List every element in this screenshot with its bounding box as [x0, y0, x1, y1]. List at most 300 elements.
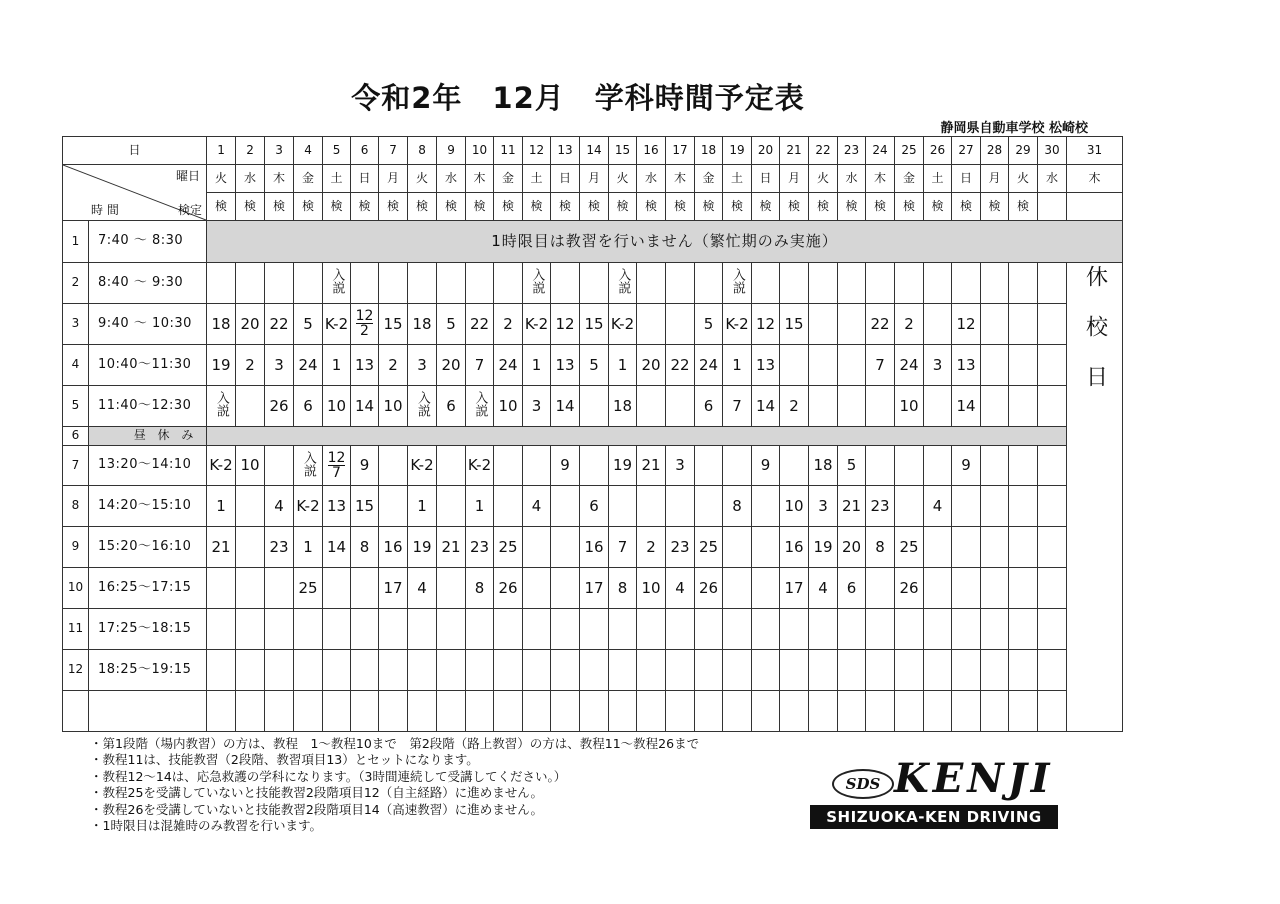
lesson-cell: 7	[609, 527, 637, 568]
lesson-cell: 23	[866, 486, 895, 527]
lesson-cell	[666, 486, 695, 527]
lesson-cell	[838, 650, 866, 691]
kentei-cell: 検	[695, 193, 723, 221]
weekday-cell: 金	[695, 165, 723, 193]
kentei-cell: 検	[551, 193, 580, 221]
lesson-cell	[351, 304, 379, 345]
lesson-cell	[207, 568, 236, 609]
logo-sds-mark: SDS	[832, 769, 894, 799]
header-weekday-row	[63, 165, 1123, 193]
period-number: 5	[63, 386, 89, 427]
lesson-cell	[265, 263, 294, 304]
orientation-mark: 入説	[472, 391, 488, 418]
header-dates-row	[63, 137, 1123, 165]
school-logo	[810, 755, 1060, 850]
lesson-cell	[1009, 386, 1038, 427]
lesson-cell	[723, 446, 752, 486]
lesson-cell	[265, 446, 294, 486]
lesson-cell: 19	[408, 527, 437, 568]
lesson-cell: 9	[752, 446, 780, 486]
lesson-cell	[580, 263, 609, 304]
lesson-cell	[838, 691, 866, 732]
kentei-cell: 検	[437, 193, 466, 221]
lesson-cell	[437, 486, 466, 527]
lesson-cell	[323, 650, 351, 691]
lesson-cell	[666, 650, 695, 691]
lesson-cell	[666, 304, 695, 345]
date-cell: 22	[809, 137, 838, 165]
date-cell: 9	[437, 137, 466, 165]
weekday-cell: 月	[780, 165, 809, 193]
lesson-cell	[466, 609, 494, 650]
lesson-cell	[1009, 568, 1038, 609]
lesson-cell	[294, 691, 323, 732]
header-diagonal-cell	[63, 165, 207, 221]
lesson-cell	[379, 691, 408, 732]
period-time: 7:40 ～ 8:30	[89, 221, 207, 263]
date-cell: 25	[895, 137, 924, 165]
period-row	[63, 691, 1123, 732]
lesson-cell: 7	[723, 386, 752, 427]
kentei-cell: 検	[1009, 193, 1038, 221]
lesson-cell	[236, 386, 265, 427]
lesson-cell: 13	[323, 486, 351, 527]
kentei-cell: 検	[580, 193, 609, 221]
lesson-cell: 17	[580, 568, 609, 609]
lesson-cell	[752, 609, 780, 650]
period-number: 12	[63, 650, 89, 691]
kentei-cell: 検	[207, 193, 236, 221]
lesson-cell	[952, 650, 981, 691]
lesson-cell	[924, 691, 952, 732]
lesson-cell: 24	[695, 345, 723, 386]
lesson-cell: 10	[323, 386, 351, 427]
lesson-cell	[666, 263, 695, 304]
lesson-cell	[551, 609, 580, 650]
period-number: 2	[63, 263, 89, 304]
date-cell: 2	[236, 137, 265, 165]
lesson-cell	[952, 691, 981, 732]
orientation-mark: 入説	[300, 450, 316, 477]
lesson-cell	[666, 609, 695, 650]
closed-day-label: 休校日	[1082, 265, 1108, 415]
lesson-cell: 2	[494, 304, 523, 345]
date-cell: 17	[666, 137, 695, 165]
lesson-cell: 4	[408, 568, 437, 609]
kentei-cell: 検	[666, 193, 695, 221]
period-time: 14:20～15:10	[89, 486, 207, 527]
lesson-cell: 8	[866, 527, 895, 568]
date-cell: 16	[637, 137, 666, 165]
lesson-cell: 19	[207, 345, 236, 386]
lunch-row	[63, 427, 1123, 446]
orientation-mark: 入説	[414, 391, 430, 418]
kentei-cell: 検	[323, 193, 351, 221]
kentei-cell: 検	[723, 193, 752, 221]
lesson-cell	[207, 386, 236, 427]
lesson-cell	[580, 609, 609, 650]
period-number: 7	[63, 446, 89, 486]
lesson-cell	[580, 446, 609, 486]
lesson-cell: 19	[809, 527, 838, 568]
lesson-cell	[523, 609, 551, 650]
lesson-cell	[895, 650, 924, 691]
lesson-cell: 21	[207, 527, 236, 568]
weekday-cell: 土	[723, 165, 752, 193]
lesson-cell	[1038, 263, 1067, 304]
lesson-cell	[895, 486, 924, 527]
lesson-cell: 14	[551, 386, 580, 427]
lesson-cell: 9	[351, 446, 379, 486]
lesson-cell	[780, 446, 809, 486]
weekday-cell: 木	[466, 165, 494, 193]
lesson-cell	[437, 691, 466, 732]
lesson-cell: 7	[866, 345, 895, 386]
lesson-cell: 3	[523, 386, 551, 427]
kentei-cell: 検	[236, 193, 265, 221]
lesson-cell	[752, 650, 780, 691]
lesson-cell	[1009, 345, 1038, 386]
lesson-cell	[551, 691, 580, 732]
weekday-cell: 木	[866, 165, 895, 193]
lesson-cell: 13	[752, 345, 780, 386]
period-time: 8:40 ～ 9:30	[89, 263, 207, 304]
lesson-cell	[695, 650, 723, 691]
lesson-cell: 5	[580, 345, 609, 386]
lesson-cell	[723, 609, 752, 650]
lesson-cell: 4	[809, 568, 838, 609]
lesson-cell	[323, 691, 351, 732]
lesson-cell	[494, 263, 523, 304]
kentei-cell: 検	[609, 193, 637, 221]
lesson-cell	[695, 691, 723, 732]
lesson-cell	[351, 568, 379, 609]
lesson-cell: 16	[580, 527, 609, 568]
lesson-cell: 3	[265, 345, 294, 386]
lesson-cell	[466, 386, 494, 427]
kentei-cell: 検	[981, 193, 1009, 221]
logo-kenji-text: KENJI	[894, 755, 1054, 802]
lesson-cell	[1009, 263, 1038, 304]
lesson-cell	[323, 609, 351, 650]
period-row	[63, 221, 1123, 263]
lesson-cell	[294, 650, 323, 691]
lesson-cell	[981, 527, 1009, 568]
lesson-cell	[1038, 650, 1067, 691]
lesson-cell	[408, 386, 437, 427]
lesson-cell: 18	[809, 446, 838, 486]
lesson-cell	[523, 446, 551, 486]
kentei-cell: 検	[294, 193, 323, 221]
lesson-cell: 10	[494, 386, 523, 427]
period-number: 6	[63, 427, 89, 446]
date-cell: 3	[265, 137, 294, 165]
lesson-cell: 24	[494, 345, 523, 386]
period-row	[63, 263, 1123, 304]
lesson-cell	[866, 263, 895, 304]
period-row	[63, 527, 1123, 568]
date-cell: 8	[408, 137, 437, 165]
period-time: 13:20～14:10	[89, 446, 207, 486]
date-cell: 14	[580, 137, 609, 165]
lesson-cell: 3	[809, 486, 838, 527]
lesson-cell	[580, 691, 609, 732]
lesson-cell	[494, 446, 523, 486]
lesson-cell: 1	[609, 345, 637, 386]
lesson-cell	[523, 691, 551, 732]
weekday-cell: 木	[666, 165, 695, 193]
lesson-cell: 23	[666, 527, 695, 568]
lesson-cell	[1009, 609, 1038, 650]
lesson-cell: K-2	[323, 304, 351, 345]
lesson-cell	[866, 609, 895, 650]
lesson-cell	[609, 486, 637, 527]
lesson-cell: 20	[838, 527, 866, 568]
lesson-cell	[351, 650, 379, 691]
lesson-cell: 18	[207, 304, 236, 345]
note-line: ・教程11は、技能教習（2段階、教習項目13）とセットになります。	[90, 752, 479, 768]
period-row	[63, 650, 1123, 691]
weekday-cell: 日	[351, 165, 379, 193]
lesson-cell	[523, 527, 551, 568]
lesson-cell: 25	[895, 527, 924, 568]
kentei-cell: 検	[351, 193, 379, 221]
weekday-cell: 月	[580, 165, 609, 193]
lesson-cell: K-2	[207, 446, 236, 486]
lesson-cell: K-2	[523, 304, 551, 345]
kentei-cell: 検	[523, 193, 551, 221]
kentei-cell: 検	[494, 193, 523, 221]
lesson-cell: 4	[666, 568, 695, 609]
period-time: 18:25～19:15	[89, 650, 207, 691]
lesson-cell	[1009, 650, 1038, 691]
date-cell: 6	[351, 137, 379, 165]
lesson-cell	[637, 304, 666, 345]
lesson-cell	[952, 568, 981, 609]
lesson-cell: 8	[609, 568, 637, 609]
date-cell: 13	[551, 137, 580, 165]
lesson-cell: 10	[637, 568, 666, 609]
period-number: 3	[63, 304, 89, 345]
lesson-cell	[723, 691, 752, 732]
lesson-cell	[1038, 527, 1067, 568]
lesson-cell: 15	[780, 304, 809, 345]
lesson-cell	[866, 446, 895, 486]
lesson-cell: 14	[752, 386, 780, 427]
lesson-cell	[609, 650, 637, 691]
lesson-cell: 9	[551, 446, 580, 486]
lesson-cell	[809, 650, 838, 691]
period-row	[63, 386, 1123, 427]
lesson-cell: 17	[780, 568, 809, 609]
period-number: 1	[63, 221, 89, 263]
lesson-cell: K-2	[408, 446, 437, 486]
lesson-cell: 24	[895, 345, 924, 386]
lesson-cell	[408, 263, 437, 304]
lesson-cell: 7	[466, 345, 494, 386]
lesson-cell: 22	[666, 345, 695, 386]
lesson-cell: 2	[780, 386, 809, 427]
lesson-cell: 5	[695, 304, 723, 345]
period-time: 16:25～17:15	[89, 568, 207, 609]
date-cell: 1	[207, 137, 236, 165]
lesson-cell	[466, 650, 494, 691]
lesson-cell	[666, 691, 695, 732]
lesson-cell	[408, 691, 437, 732]
lesson-cell	[866, 691, 895, 732]
lesson-cell	[236, 650, 265, 691]
lesson-cell: 10	[236, 446, 265, 486]
lesson-cell: 18	[609, 386, 637, 427]
lesson-cell: 10	[379, 386, 408, 427]
orientation-mark: 入説	[213, 391, 229, 418]
lesson-cell	[437, 650, 466, 691]
lesson-cell	[952, 263, 981, 304]
lesson-cell	[637, 486, 666, 527]
lesson-cell	[866, 650, 895, 691]
day-label: 日	[63, 137, 207, 165]
date-cell: 29	[1009, 137, 1038, 165]
lesson-cell	[379, 609, 408, 650]
lesson-cell	[809, 609, 838, 650]
lesson-cell	[895, 691, 924, 732]
lunch-gray-band	[207, 427, 1067, 446]
lesson-cell	[981, 386, 1009, 427]
weekday-cell: 日	[551, 165, 580, 193]
lesson-cell: 4	[924, 486, 952, 527]
lesson-cell	[265, 568, 294, 609]
lesson-cell	[1038, 304, 1067, 345]
lesson-cell	[981, 446, 1009, 486]
lesson-cell	[695, 446, 723, 486]
lesson-cell	[379, 446, 408, 486]
lesson-cell	[780, 345, 809, 386]
lesson-cell	[580, 386, 609, 427]
lesson-cell	[523, 568, 551, 609]
note-line: ・1時限目は混雑時のみ教習を行います。	[90, 818, 322, 834]
lesson-cell	[952, 527, 981, 568]
lesson-cell: 1	[207, 486, 236, 527]
lesson-cell: 14	[323, 527, 351, 568]
kentei-cell: 検	[809, 193, 838, 221]
lesson-cell: K-2	[723, 304, 752, 345]
date-cell: 27	[952, 137, 981, 165]
lesson-cell	[723, 263, 752, 304]
lesson-cell	[695, 263, 723, 304]
lesson-cell: 18	[408, 304, 437, 345]
lesson-cell: 25	[494, 527, 523, 568]
lesson-cell: 24	[294, 345, 323, 386]
kentei-cell	[1038, 193, 1067, 221]
lesson-cell: 5	[437, 304, 466, 345]
lesson-cell	[294, 609, 323, 650]
lesson-cell	[1038, 386, 1067, 427]
lesson-cell: 15	[379, 304, 408, 345]
weekday-cell: 土	[523, 165, 551, 193]
school-name: 静岡県自動車学校 松崎校	[940, 121, 1088, 136]
lesson-cell	[866, 386, 895, 427]
lesson-cell	[809, 691, 838, 732]
header-kentei-row	[63, 193, 1123, 221]
lesson-cell	[981, 486, 1009, 527]
lesson-cell	[1038, 568, 1067, 609]
lesson-cell	[723, 650, 752, 691]
stacked-lesson-numbers: $\frac{12}{7}$	[327, 449, 346, 481]
kentei-cell: 検	[924, 193, 952, 221]
weekday-cell: 水	[838, 165, 866, 193]
page-title: 令和2年 12月 学科時間予定表	[351, 81, 805, 115]
lesson-cell: 12	[551, 304, 580, 345]
lesson-cell	[207, 650, 236, 691]
period1-notice: 1時限目は教習を行いません（繁忙期のみ実施）	[207, 221, 1123, 263]
lesson-cell: 13	[952, 345, 981, 386]
lesson-cell: 1	[323, 345, 351, 386]
kentei-cell	[1067, 193, 1123, 221]
lesson-cell: 3	[666, 446, 695, 486]
date-cell: 30	[1038, 137, 1067, 165]
lesson-cell	[838, 304, 866, 345]
lesson-cell: 21	[437, 527, 466, 568]
weekday-cell: 水	[236, 165, 265, 193]
weekday-cell: 木	[265, 165, 294, 193]
lesson-cell	[323, 446, 351, 486]
kentei-cell: 検	[637, 193, 666, 221]
lesson-cell	[838, 609, 866, 650]
lesson-cell: 12	[952, 304, 981, 345]
lesson-cell: 1	[466, 486, 494, 527]
period-time: 17:25～18:15	[89, 609, 207, 650]
lesson-cell	[323, 263, 351, 304]
lesson-cell	[437, 263, 466, 304]
period-time: 11:40～12:30	[89, 386, 207, 427]
lesson-cell: 17	[379, 568, 408, 609]
kentei-cell: 検	[780, 193, 809, 221]
lesson-cell	[780, 263, 809, 304]
lesson-cell: 2	[236, 345, 265, 386]
note-line: ・教程26を受講していないと技能教習2段階項目14（高速教習）に進めません。	[90, 801, 544, 817]
lesson-cell	[866, 568, 895, 609]
lesson-cell	[924, 304, 952, 345]
lesson-cell	[895, 446, 924, 486]
weekday-cell: 火	[1009, 165, 1038, 193]
period-time: 15:20～16:10	[89, 527, 207, 568]
lesson-cell	[809, 386, 838, 427]
weekday-cell: 月	[379, 165, 408, 193]
time-label: 時 間	[91, 202, 119, 217]
lesson-cell	[523, 650, 551, 691]
lesson-cell: 2	[379, 345, 408, 386]
notes-section	[90, 736, 699, 834]
lesson-cell: 8	[723, 486, 752, 527]
date-cell: 31	[1067, 137, 1123, 165]
lesson-cell	[637, 609, 666, 650]
weekday-cell: 火	[809, 165, 838, 193]
period-row	[63, 568, 1123, 609]
lesson-cell: 21	[838, 486, 866, 527]
lesson-cell	[1038, 609, 1067, 650]
weekday-cell: 火	[207, 165, 236, 193]
kentei-label: 検定	[178, 202, 203, 217]
period-number: 9	[63, 527, 89, 568]
weekday-cell: 日	[752, 165, 780, 193]
lesson-cell	[1038, 486, 1067, 527]
date-cell: 10	[466, 137, 494, 165]
lesson-cell: K-2	[466, 446, 494, 486]
lesson-cell	[981, 691, 1009, 732]
lesson-cell: 5	[838, 446, 866, 486]
lesson-cell	[1009, 486, 1038, 527]
lesson-cell	[1038, 345, 1067, 386]
